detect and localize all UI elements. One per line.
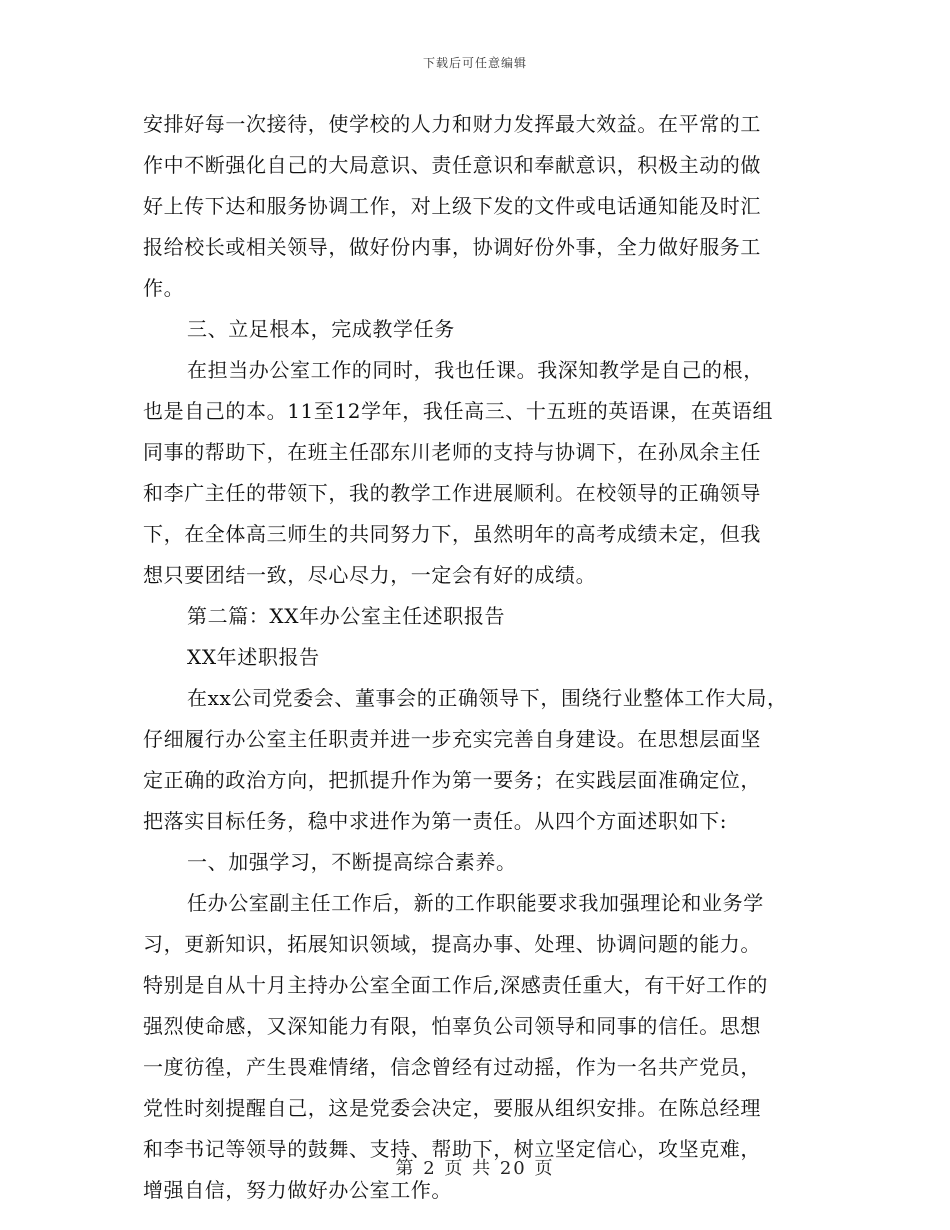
text-line: 定正确的政治方向，把抓提升作为第一要务；在实践层面准确定位， — [143, 768, 761, 792]
text-line: 一、加强学习，不断提高综合素养。 — [187, 850, 517, 874]
text-line: 报给校长或相关领导，做好份内事，协调好份外事，全力做好服务工 — [143, 235, 761, 259]
text-line: 安排好每一次接待，使学校的人力和财力发挥最大效益。在平常的工 — [143, 112, 761, 136]
text-line: 和李书记等领导的鼓舞、支持、帮助下，树立坚定信心，攻坚克难， — [143, 1137, 761, 1161]
text-line: 党性时刻提醒自己，这是党委会决定，要服从组织安排。在陈总经理 — [143, 1096, 761, 1120]
text-line: 一度彷徨，产生畏难情绪，信念曾经有过动摇，作为一名共产党员， — [143, 1055, 761, 1079]
text-line: 把落实目标任务，稳中求进作为第一责任。从四个方面述职如下: — [143, 809, 728, 833]
text-line: 和李广主任的带领下，我的教学工作进展顺利。在校领导的正确领导 — [143, 481, 761, 505]
text-line: 想只要团结一致，尽心尽力，一定会有好的成绩。 — [143, 563, 597, 587]
text-line: 在xx公司党委会、董事会的正确领导下，围绕行业整体工作大局， — [187, 686, 788, 710]
text-line: 任办公室副主任工作后，新的工作职能要求我加强理论和业务学 — [187, 891, 764, 915]
text-line: 增强自信，努力做好办公室工作。 — [143, 1178, 452, 1202]
page-number: 第 2 页 共 20 页 — [395, 1158, 555, 1179]
text-line: 在担当办公室工作的同时，我也任课。我深知教学是自己的根， — [187, 358, 764, 382]
text-line: 下，在全体高三师生的共同努力下，虽然明年的高考成绩未定，但我 — [143, 522, 761, 546]
text-line: 习，更新知识，拓展知识领域，提高办事、处理、协调问题的能力。 — [143, 932, 761, 956]
header-note: 下载后可任意编辑 — [422, 56, 527, 70]
text-line: 特别是自从十月主持办公室全面工作后,深感责任重大，有干好工作的 — [143, 973, 768, 997]
text-line: 三、立足根本，完成教学任务 — [187, 317, 455, 341]
text-line: 第二篇：XX年办公室主任述职报告 — [187, 604, 506, 628]
text-line: XX年述职报告 — [187, 645, 320, 669]
text-line: 同事的帮助下，在班主任邵东川老师的支持与协调下，在孙凤余主任 — [143, 440, 761, 464]
text-line: 强烈使命感，又深知能力有限，怕辜负公司领导和同事的信任。思想 — [143, 1014, 761, 1038]
text-line: 作中不断强化自己的大局意识、责任意识和奉献意识，积极主动的做 — [143, 153, 761, 177]
text-line: 也是自己的本。11至12学年，我任高三、十五班的英语课，在英语组 — [143, 399, 774, 423]
text-line: 仔细履行办公室主任职责并进一步充实完善自身建设。在思想层面坚 — [143, 727, 761, 751]
document-body — [143, 104, 815, 1211]
text-line: 作。 — [143, 276, 185, 300]
text-line: 好上传下达和服务协调工作，对上级下发的文件或电话通知能及时汇 — [143, 194, 761, 218]
